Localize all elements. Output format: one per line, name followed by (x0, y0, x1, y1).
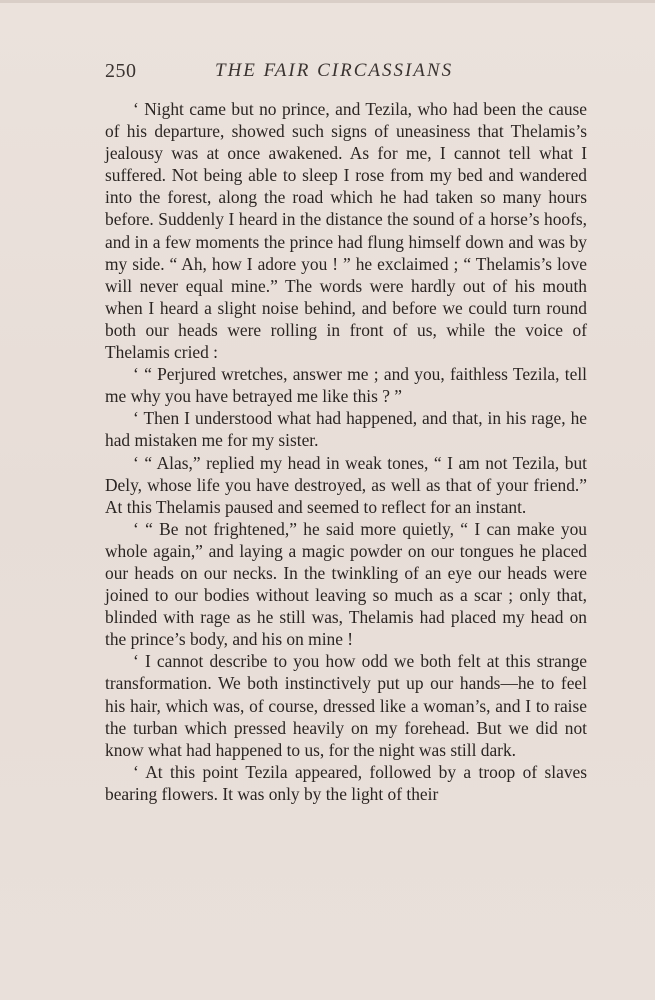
paragraph: ‘ Then I understood what had happened, and that, in his rage, he had mistaken me for my sister. (105, 408, 587, 451)
body-text (105, 98, 587, 805)
paragraph: ‘ At this point Tezila appeared, followed by a troop of slaves bearing flowers. It was only by the light of their (105, 761, 587, 804)
page-top-edge (0, 0, 655, 3)
page-number: 250 (105, 60, 137, 82)
paragraph: ‘ Night came but no prince, and Tezila, who had been the cause of his departure, showed such signs of uneasiness that Thelamis’s jealousy was at once awakened. As for me, I cannot tell what I suffered. Not being able to sleep I rose from my bed and wandered into the forest, along the road which he had taken so many hours before. Suddenly I heard in the distance the sound of a horse’s hoofs, and in a few moments the prince had flung himself down and was by my side. “ Ah, how I adore you ! ” he exclaimed ; “ Thelamis’s love will never equal mine.” The words were hardly out of his mouth when I heard a slight noise behind, and before we could turn round both our heads were rolling in front of us, while the voice of Thelamis cried : (105, 99, 587, 363)
paragraph: ‘ “ Be not frightened,” he said more quietly, “ I can make you whole again,” and laying a magic powder on our tongues he placed our heads on our necks. In the twinkling of an eye our heads were joined to our bodies without leaving so much as a scar ; only that, blinded with rage as he still was, Thelamis had placed my head on the prince’s body, and his on mine ! (105, 518, 587, 650)
paragraph: ‘ I cannot describe to you how odd we both felt at this strange transformation. We both instinctively put up our hands—he to feel his hair, which was, of course, dressed like a woman’s, and I to raise the turban which pressed heavily on my forehead. But we did not know what had happened to us, for the night was still dark. (105, 651, 587, 760)
paragraph: ‘ “ Alas,” replied my head in weak tones, “ I am not Tezila, but Dely, whose life you have destroyed, as well as that of your friend.” At this Thelamis paused and seemed to reflect for an instant. (105, 452, 587, 517)
running-header (105, 60, 545, 88)
running-title: THE FAIR CIRCASSIANS (215, 60, 454, 81)
paragraph: ‘ “ Perjured wretches, answer me ; and you, faithless Tezila, tell me why you have betrayed me like this ? ” (105, 364, 587, 407)
